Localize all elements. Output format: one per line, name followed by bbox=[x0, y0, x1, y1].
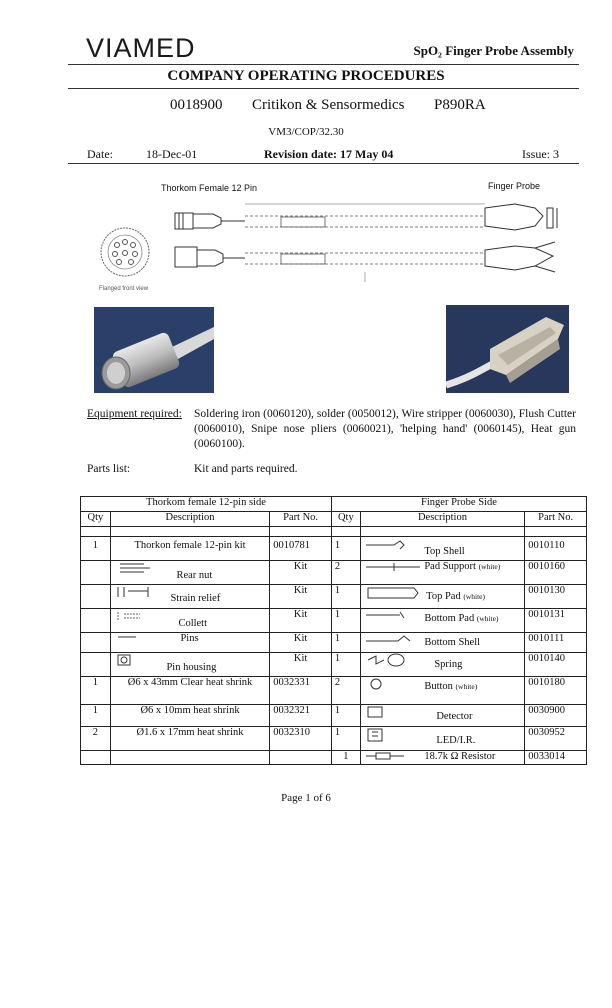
top-shell-sketch bbox=[364, 537, 408, 551]
pin-housing-sketch bbox=[114, 653, 144, 667]
description-cell bbox=[360, 561, 525, 585]
part-code: 0018900 bbox=[170, 97, 223, 113]
page-number: Page 1 of 6 bbox=[281, 792, 331, 804]
part-no-cell: 0032321 bbox=[270, 705, 332, 727]
part-no-cell: 0032310 bbox=[270, 727, 332, 751]
qty-cell: 1 bbox=[81, 705, 111, 727]
part-label: Strain relief bbox=[170, 593, 221, 604]
part-no-cell: 0010131 bbox=[525, 609, 587, 633]
description-cell: Ø1.6 x 17mm heat shrink bbox=[110, 727, 269, 751]
col-description: Description bbox=[110, 512, 269, 527]
qty-cell bbox=[81, 561, 111, 585]
finger-probe-diagram bbox=[485, 204, 557, 272]
part-no-cell: 0030900 bbox=[525, 705, 587, 727]
qty-cell: 1 bbox=[81, 537, 111, 561]
button-sketch bbox=[364, 677, 422, 691]
viamed-logo: VIAMED bbox=[86, 33, 196, 63]
part-label: LED/I.R. bbox=[436, 735, 476, 746]
qty-cell: 1 bbox=[331, 727, 360, 751]
date-label: Date: bbox=[87, 147, 113, 161]
col-part-no: Part No. bbox=[525, 512, 587, 527]
parts-list-text: Kit and parts required. bbox=[194, 463, 298, 475]
part-no-cell: 0032331 bbox=[270, 677, 332, 705]
description-cell: Ø6 x 10mm heat shrink bbox=[110, 705, 269, 727]
table-row bbox=[81, 727, 587, 751]
part-label: 18.7k Ω Resistor bbox=[424, 751, 496, 762]
part-no-cell: Kit bbox=[270, 653, 332, 677]
description-cell bbox=[360, 585, 525, 609]
description-cell bbox=[360, 653, 525, 677]
part-no-cell: 0010160 bbox=[525, 561, 587, 585]
part-no-cell: 0010110 bbox=[525, 537, 587, 561]
qty-cell: 1 bbox=[331, 537, 360, 561]
table-row bbox=[81, 585, 587, 609]
bottom-shell-sketch bbox=[364, 633, 422, 645]
description-cell: Ø6 x 43mm Clear heat shrink bbox=[110, 677, 269, 705]
part-label: Spring bbox=[434, 659, 463, 670]
description-cell bbox=[360, 705, 525, 727]
heading-rule bbox=[68, 88, 579, 89]
part-label: Pins bbox=[180, 633, 199, 644]
spring-sketch bbox=[364, 653, 422, 667]
description-cell bbox=[360, 609, 525, 633]
table-header-row bbox=[81, 512, 587, 527]
table-row bbox=[81, 653, 587, 677]
part-no-cell: Kit bbox=[270, 561, 332, 585]
meta-rule bbox=[68, 163, 579, 164]
table-row bbox=[81, 609, 587, 633]
right-section-header: Finger Probe Side bbox=[331, 497, 586, 512]
wiring-diagram bbox=[95, 190, 575, 300]
part-label: Detector bbox=[436, 711, 473, 722]
part-label: Top Pad bbox=[426, 591, 461, 602]
part-no-cell: Kit bbox=[270, 585, 332, 609]
description-cell: Thorkon female 12-pin kit bbox=[110, 537, 269, 561]
qty-cell bbox=[81, 585, 111, 609]
qty-cell: 2 bbox=[331, 677, 360, 705]
part-no-cell: 0010140 bbox=[525, 653, 587, 677]
led-sketch bbox=[364, 727, 434, 743]
part-no-cell: 0010111 bbox=[525, 633, 587, 653]
model: P890RA bbox=[434, 97, 486, 113]
date-value: 18-Dec-01 bbox=[146, 147, 198, 161]
part-label: Rear nut bbox=[176, 570, 213, 581]
qty-cell: 1 bbox=[81, 677, 111, 705]
connector-photo bbox=[94, 307, 214, 393]
part-label: Pin housing bbox=[166, 662, 217, 673]
part-no-cell: 0010130 bbox=[525, 585, 587, 609]
col-description: Description bbox=[360, 512, 525, 527]
pad-support-sketch bbox=[364, 561, 422, 573]
company-heading: COMPANY OPERATING PROCEDURES bbox=[167, 68, 445, 84]
detector-sketch bbox=[364, 705, 434, 719]
equipment-text: Soldering iron (0060120), solder (0050012), Wire stripper (0060030), Flush Cutter (0060010), Snipe nose pliers (0060021), 'helping hand' (0060145), Heat gun (0060100). bbox=[194, 408, 576, 450]
part-label: Pad Support bbox=[424, 561, 476, 572]
part-no-cell: 0010180 bbox=[525, 677, 587, 705]
part-no-cell: Kit bbox=[270, 609, 332, 633]
diagram-right-label: Finger Probe bbox=[488, 181, 541, 191]
qty-cell bbox=[81, 751, 111, 765]
qty-cell: 2 bbox=[331, 561, 360, 585]
strain-relief-sketch bbox=[114, 585, 158, 599]
pin-view-icon bbox=[101, 228, 149, 276]
part-no-cell: 0033014 bbox=[525, 751, 587, 765]
description-cell bbox=[360, 727, 525, 751]
qty-cell: 1 bbox=[331, 705, 360, 727]
table-row bbox=[81, 537, 587, 561]
table-row bbox=[81, 705, 587, 727]
part-label: Bottom Pad bbox=[424, 613, 475, 624]
issue-number: Issue: 3 bbox=[522, 147, 559, 161]
equipment-label: Equipment required: bbox=[87, 408, 182, 420]
collett-sketch bbox=[114, 609, 154, 623]
table-section-row bbox=[81, 497, 587, 512]
connector-side-view bbox=[175, 247, 245, 267]
description-cell bbox=[360, 677, 525, 705]
description-cell bbox=[360, 537, 525, 561]
manufacturer: Critikon & Sensormedics bbox=[252, 97, 405, 113]
qty-cell: 1 bbox=[331, 653, 360, 677]
col-part-no: Part No. bbox=[270, 512, 332, 527]
bottom-pad-sketch bbox=[364, 609, 422, 621]
part-label: Bottom Shell bbox=[424, 637, 481, 648]
diagram-left-label: Thorkom Female 12 Pin bbox=[161, 183, 258, 193]
qty-cell bbox=[81, 609, 111, 633]
table-row bbox=[81, 751, 587, 765]
part-no-cell: 0010781 bbox=[270, 537, 332, 561]
table-row bbox=[81, 633, 587, 653]
description-cell bbox=[110, 609, 269, 633]
part-colour-note: (white) bbox=[463, 592, 485, 601]
description-cell bbox=[360, 751, 525, 765]
pin-view-label: Flanged front view bbox=[99, 286, 149, 292]
description-cell bbox=[110, 585, 269, 609]
table-row bbox=[81, 561, 587, 585]
part-colour-note: (white) bbox=[455, 682, 478, 691]
pins-sketch bbox=[114, 633, 144, 643]
parts-list-label: Parts list: bbox=[87, 463, 131, 475]
col-qty: Qty bbox=[331, 512, 360, 527]
document-title: SpO₂ Finger Probe Assembly bbox=[413, 43, 574, 58]
part-label: Top Shell bbox=[424, 546, 465, 557]
description-cell bbox=[110, 653, 269, 677]
qty-cell: 1 bbox=[331, 609, 360, 633]
table-spacer-row bbox=[81, 527, 587, 537]
description-cell bbox=[110, 633, 269, 653]
part-no-cell: 0030952 bbox=[525, 727, 587, 751]
rear-nut-sketch bbox=[114, 561, 154, 575]
qty-cell: 1 bbox=[331, 633, 360, 653]
qty-cell: 2 bbox=[81, 727, 111, 751]
part-colour-note: (white) bbox=[476, 614, 499, 623]
finger-probe-photo bbox=[446, 305, 569, 393]
revision-date: Revision date: 17 May 04 bbox=[264, 147, 394, 161]
top-pad-sketch bbox=[364, 585, 424, 601]
description-cell bbox=[110, 751, 269, 765]
parts-table bbox=[80, 496, 587, 765]
part-label: Collett bbox=[178, 618, 208, 629]
col-qty: Qty bbox=[81, 512, 111, 527]
table-row bbox=[81, 677, 587, 705]
left-section-header: Thorkom female 12-pin side bbox=[81, 497, 332, 512]
part-no-cell: Kit bbox=[270, 633, 332, 653]
part-label: Button bbox=[424, 681, 453, 692]
qty-cell: 1 bbox=[331, 751, 360, 765]
part-colour-note: (white) bbox=[478, 562, 501, 571]
document-reference: VM3/COP/32.30 bbox=[268, 126, 344, 138]
description-cell bbox=[360, 633, 525, 653]
header-rule bbox=[68, 64, 579, 65]
description-cell bbox=[110, 561, 269, 585]
qty-cell bbox=[81, 653, 111, 677]
qty-cell bbox=[81, 633, 111, 653]
connector-top-view bbox=[175, 213, 245, 229]
part-no-cell bbox=[270, 751, 332, 765]
qty-cell: 1 bbox=[331, 585, 360, 609]
resistor-sketch bbox=[364, 751, 408, 761]
